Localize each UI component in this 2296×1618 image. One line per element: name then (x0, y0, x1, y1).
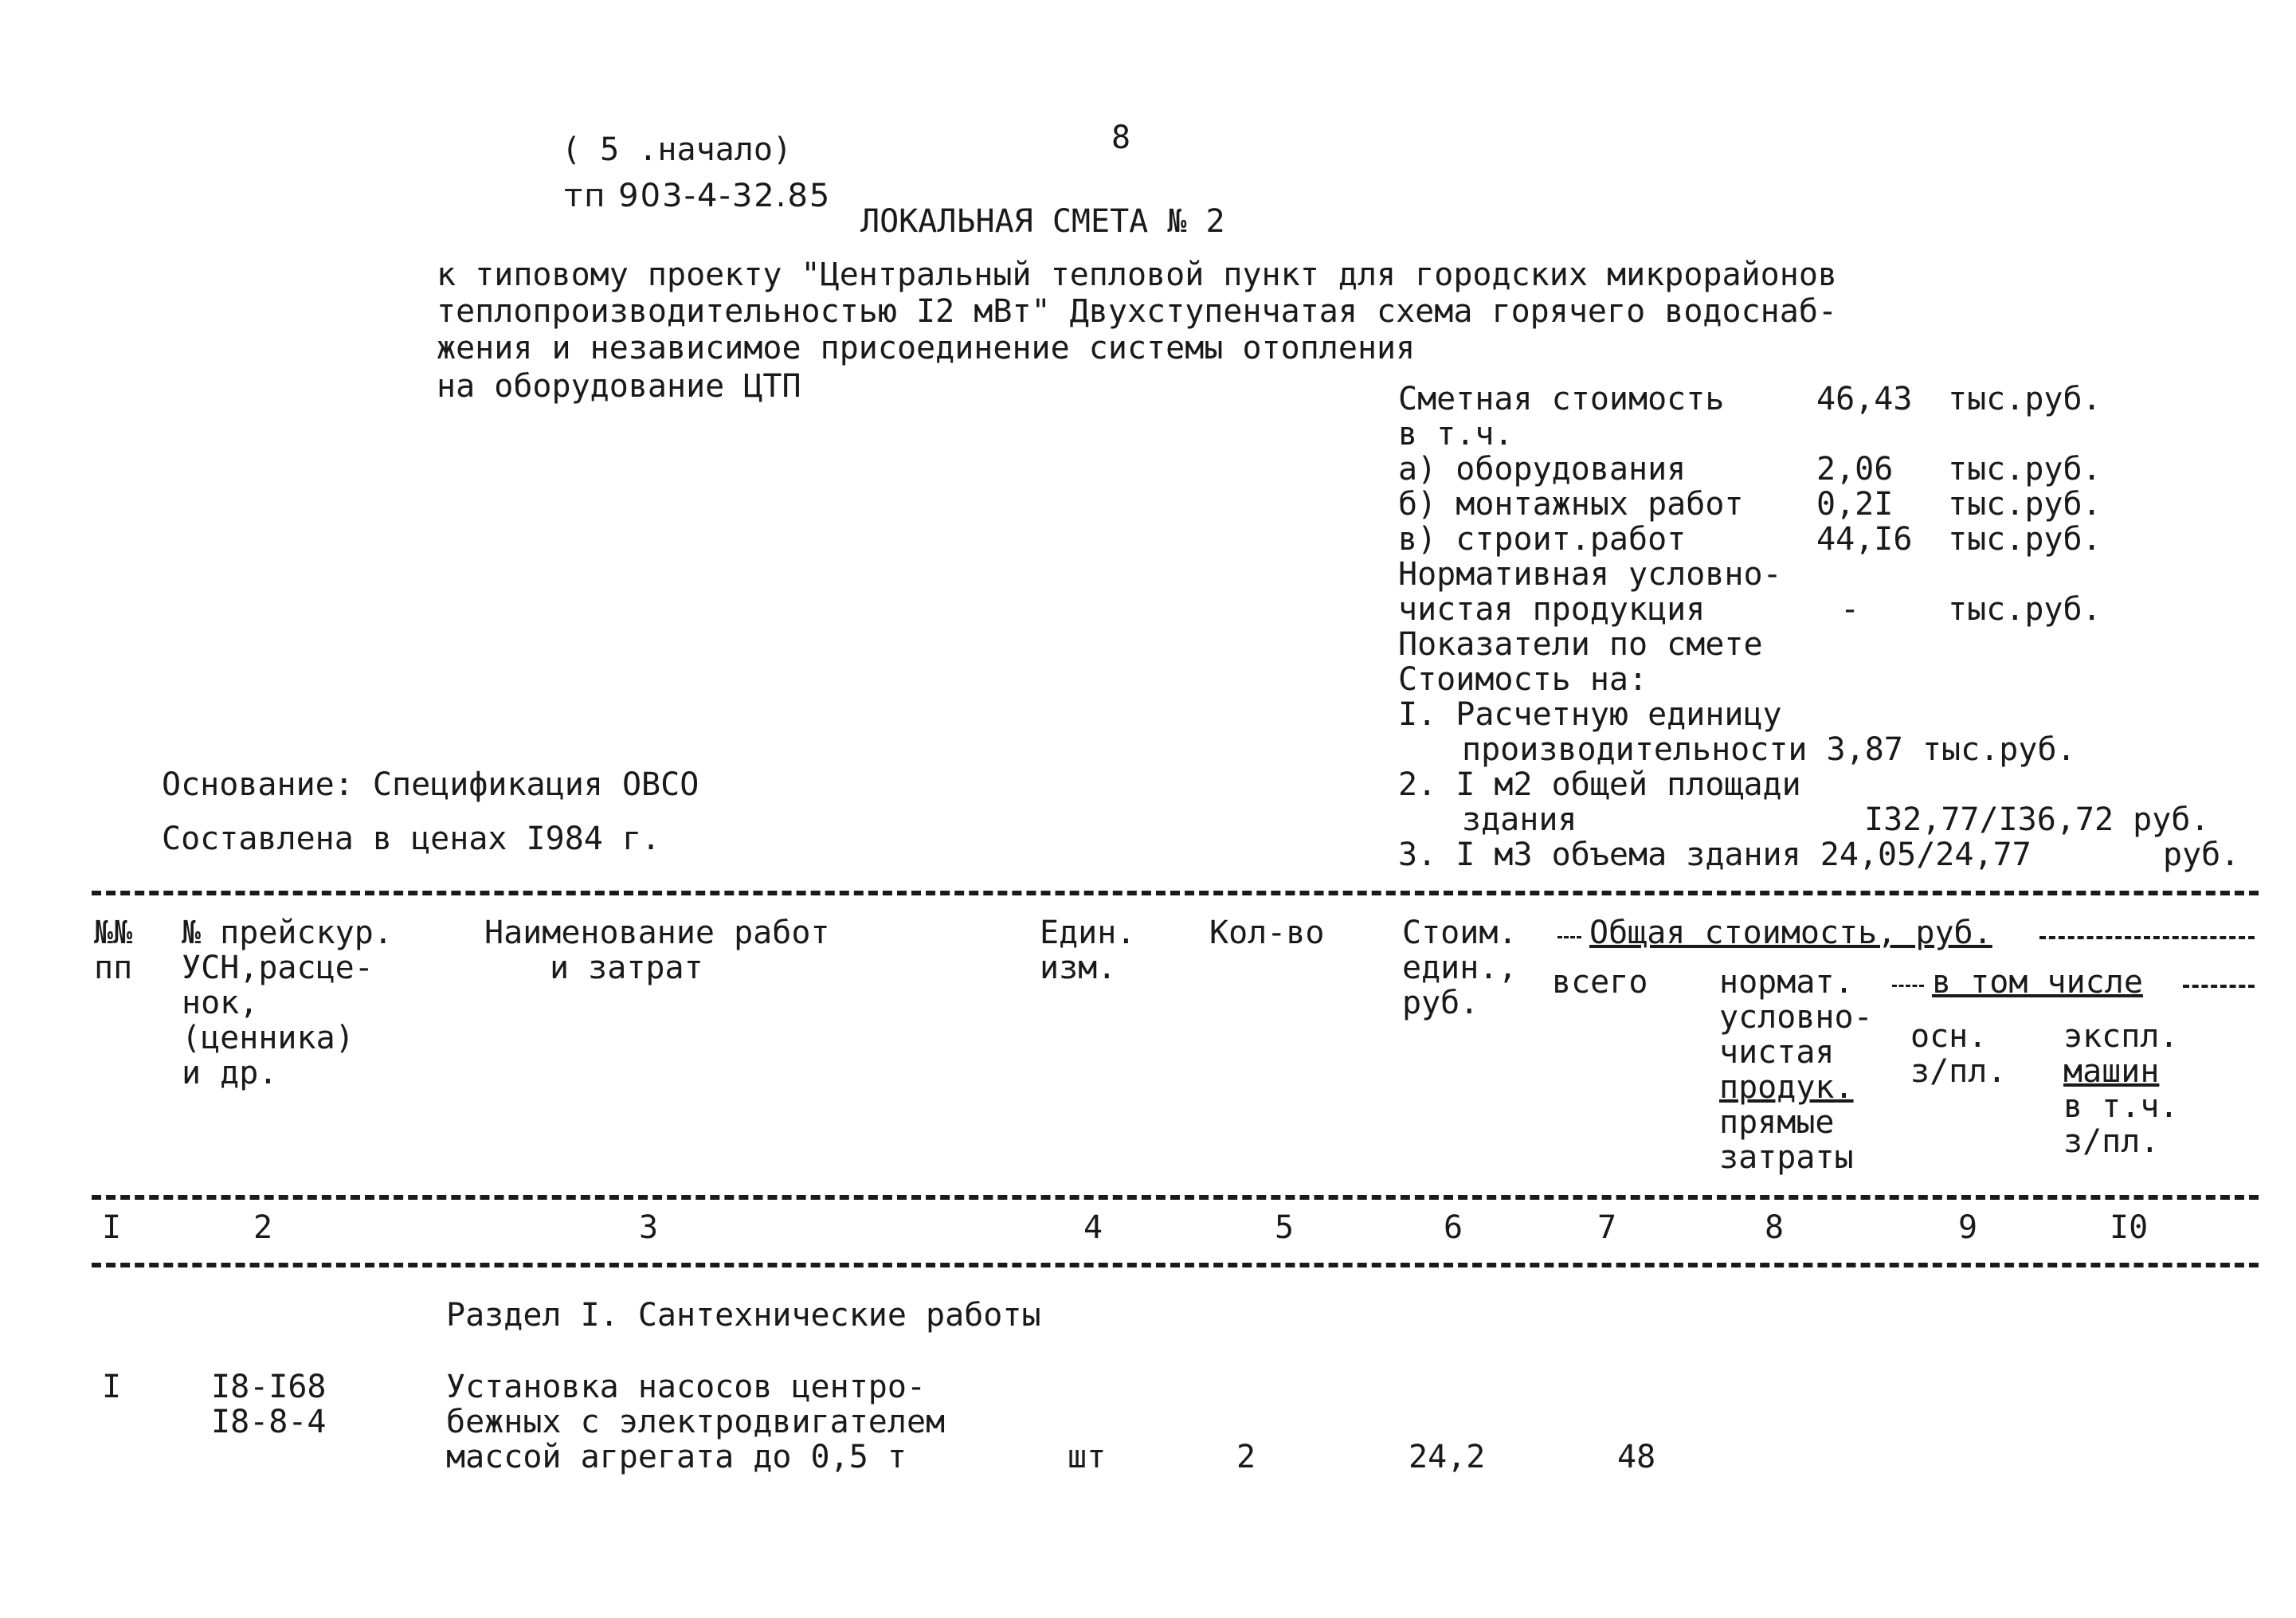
column-number: I0 (2110, 1209, 2149, 1246)
continuation-note: ( 5 .начало) (562, 131, 792, 168)
header-dash (1557, 936, 1581, 938)
description-line: теплопроизводительностью I2 мВт" Двухступенчатая схема горячего водоснаб- (437, 293, 1837, 330)
header-col-2: УСН,расце- (182, 950, 374, 986)
header-dash (1892, 985, 1924, 987)
header-incl: в том числе (1932, 964, 2143, 1001)
incl-label: в т.ч. (1398, 416, 1514, 452)
header-col-10: з/пл. (2063, 1123, 2160, 1160)
row-name: Установка насосов центро- (446, 1369, 927, 1405)
handwritten-code: тп 903-4-32.85 (564, 178, 832, 214)
summary-item-label: б) монтажных работ (1398, 486, 1744, 523)
basis-label: Основание: Спецификация ОВСО (162, 766, 699, 803)
column-number: 4 (1083, 1209, 1103, 1246)
total-cost-value: 46,43 (1816, 381, 1913, 417)
row-code: I8-I68 (211, 1369, 327, 1405)
header-col-10: экспл. (2063, 1018, 2179, 1055)
header-col-2: № прейскур. (182, 915, 393, 951)
header-col-8: прямые (1719, 1104, 1835, 1141)
summary-item-value: 0,2I (1816, 486, 1894, 523)
normative-label: Нормативная условно- (1398, 556, 1782, 593)
column-number: 7 (1597, 1209, 1617, 1246)
total-cost-unit: тыс.руб. (1948, 381, 2102, 417)
header-col-8: затраты (1719, 1139, 1854, 1176)
header-col-2: и др. (182, 1055, 278, 1091)
description-line: к типовому проекту "Центральный тепловой пункт для городских микрорайонов (437, 257, 1837, 293)
normative-unit: тыс.руб. (1948, 591, 2102, 628)
row-name: бежных с электродвигателем (446, 1404, 946, 1440)
header-col-6: руб. (1402, 985, 1479, 1021)
header-dash (2183, 985, 2255, 988)
header-col-9: з/пл. (1910, 1053, 2007, 1090)
row-unit-cost: 24,2 (1409, 1439, 1486, 1475)
column-number: 5 (1275, 1209, 1295, 1246)
section-title: Раздел I. Сантехнические работы (446, 1297, 1041, 1334)
header-col-4: Един. (1040, 915, 1136, 951)
header-col-10: в т.ч. (2063, 1088, 2179, 1125)
column-numbers-bottom-rule (92, 1263, 2259, 1267)
description-line: жения и независимое присоединение системы отопления (437, 330, 1416, 366)
header-col-2: нок, (182, 985, 259, 1021)
total-cost-label: Сметная стоимость (1398, 381, 1725, 417)
indicator-1-value: производительности 3,87 тыс.руб. (1462, 731, 2076, 768)
summary-item-unit: тыс.руб. (1948, 521, 2102, 558)
summary-item-label: в) строит.работ (1398, 521, 1687, 558)
table-top-rule (92, 891, 2259, 895)
header-col-2: (ценника) (182, 1020, 355, 1056)
column-number: 9 (1958, 1209, 1978, 1246)
column-number: 6 (1444, 1209, 1463, 1246)
header-col-3: и затрат (550, 950, 703, 986)
indicator-2-value: I32,77/I36,72 руб. (1864, 801, 2210, 838)
document-title: ЛОКАЛЬНАЯ СМЕТА № 2 (860, 203, 1225, 240)
cost-on-label: Стоимость на: (1398, 661, 1648, 698)
column-number: 8 (1765, 1209, 1785, 1246)
description-line: на оборудование ЦТП (437, 368, 801, 405)
indicators-label: Показатели по смете (1398, 626, 1763, 663)
normative-value: - (1840, 591, 1860, 628)
header-col-6: Стоим. (1402, 915, 1518, 951)
header-col-6: един., (1402, 950, 1518, 986)
indicator-1: I. Расчетную единицу (1398, 696, 1782, 733)
summary-item-unit: тыс.руб. (1948, 451, 2102, 488)
column-number: I (102, 1209, 122, 1246)
header-total-cost: Общая стоимость, руб. (1589, 915, 1992, 951)
row-code: I8-8-4 (211, 1404, 327, 1440)
header-col-1: пп (94, 950, 133, 986)
indicator-2: 2. I м2 общей площади (1398, 766, 1801, 803)
row-number: I (102, 1369, 122, 1405)
summary-item-value: 44,I6 (1816, 521, 1913, 558)
header-col-8: чистая (1719, 1034, 1835, 1071)
header-col-7: всего (1552, 964, 1648, 1001)
row-name: массой агрегата до 0,5 т (446, 1439, 907, 1475)
indicator-3: 3. I м3 объема здания 24,05/24,77 (1398, 836, 2032, 873)
row-unit: шт (1068, 1439, 1107, 1475)
summary-item-label: а) оборудования (1398, 451, 1687, 488)
header-col-4: изм. (1040, 950, 1117, 986)
page-number: 8 (1111, 119, 1131, 156)
column-numbers-top-rule (92, 1195, 2259, 1200)
normative-label: чистая продукция (1398, 591, 1706, 628)
header-col-3: Наименование работ (484, 915, 830, 951)
row-total: 48 (1617, 1439, 1656, 1475)
row-quantity: 2 (1236, 1439, 1256, 1475)
header-col-8: нормат. (1719, 964, 1854, 1001)
header-col-1: №№ (94, 915, 133, 951)
column-number: 2 (253, 1209, 273, 1246)
prices-label: Составлена в ценах I984 г. (162, 821, 661, 857)
indicator-3-unit: руб. (2163, 836, 2240, 873)
header-col-9: осн. (1910, 1018, 1988, 1055)
header-col-5: Кол-во (1209, 915, 1325, 951)
header-col-8: продук. (1719, 1069, 1854, 1106)
column-number: 3 (639, 1209, 659, 1246)
header-col-10: машин (2063, 1053, 2160, 1090)
summary-item-value: 2,06 (1816, 451, 1894, 488)
header-col-8: условно- (1719, 999, 1873, 1036)
summary-item-unit: тыс.руб. (1948, 486, 2102, 523)
header-dash (2039, 936, 2255, 939)
indicator-2-label: здания (1462, 801, 1577, 838)
